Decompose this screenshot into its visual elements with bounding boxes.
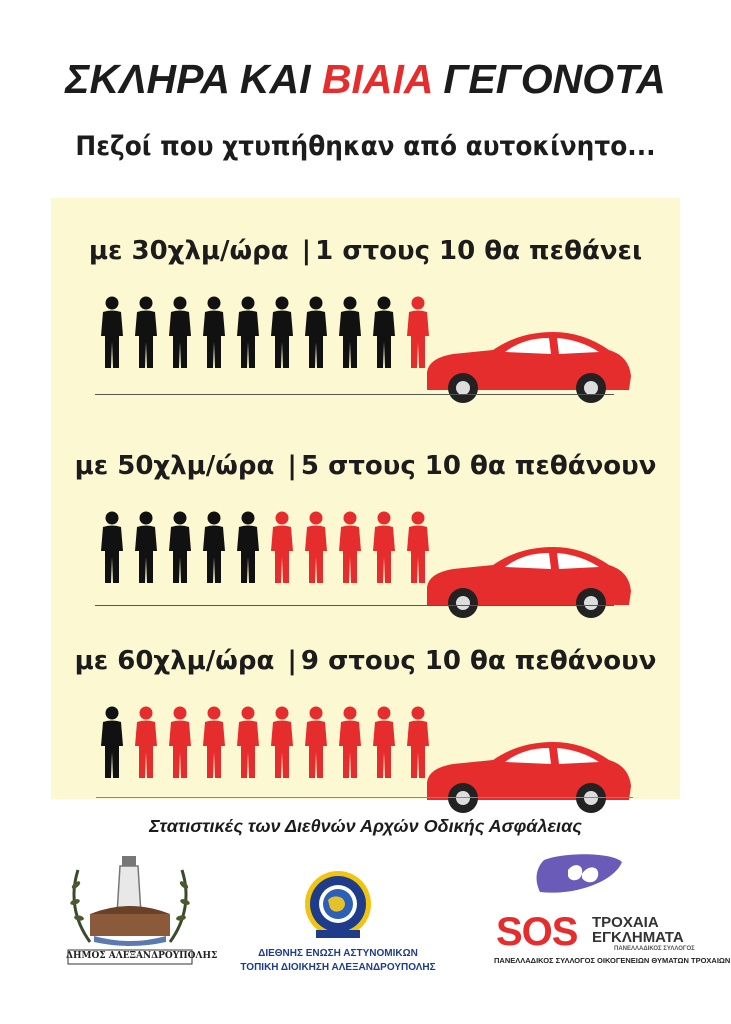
- pedestrian-red-icon: [371, 706, 397, 780]
- pedestrian-black-icon: [133, 511, 159, 585]
- outcome-label: 5 στους 10 θα πεθάνουν: [300, 451, 657, 481]
- pedestrian-red-icon: [269, 706, 295, 780]
- speed-label: με 30χλμ/ώρα: [88, 236, 289, 266]
- pedestrian-black-icon: [201, 511, 227, 585]
- panel-bottom-line: [96, 797, 633, 798]
- pedestrian-red-icon: [201, 706, 227, 780]
- sos-small-text: ΠΑΝΕΛΛΑΔΙΚΟΣ ΣΥΛΛΟΓΟΣ: [614, 946, 695, 952]
- row-label: [51, 451, 680, 481]
- speed-label: με 60χλμ/ώρα: [74, 646, 275, 676]
- pedestrian-black-icon: [99, 296, 125, 370]
- pedestrian-black-icon: [303, 296, 329, 370]
- divider-line: [95, 605, 614, 606]
- pedestrian-black-icon: [167, 296, 193, 370]
- pedestrian-black-icon: [133, 296, 159, 370]
- butterfly-icon: [494, 852, 684, 902]
- speed-row-50: [51, 451, 680, 631]
- sos-logo: [494, 852, 731, 972]
- municipality-name: ΔΗΜΟΣ ΑΛΕΞΑΝΔΡΟΥΠΟΛΗΣ: [66, 951, 218, 961]
- speed-label: με 50χλμ/ώρα: [74, 451, 275, 481]
- pedestrian-figures: [99, 706, 439, 786]
- red-car-icon: [423, 543, 635, 623]
- poster-subtitle: Πεζοί που χτυπήθηκαν από αυτοκίνητο...: [75, 131, 656, 162]
- pedestrian-red-icon: [303, 511, 329, 585]
- title-highlight: ΒΙΑΙΑ: [321, 56, 432, 102]
- title-part-1: ΣΚΛΗΡΑ ΚΑΙ: [65, 56, 322, 102]
- divider-line: [95, 394, 614, 395]
- outcome-label: 1 στους 10 θα πεθάνει: [315, 236, 643, 266]
- pedestrian-black-icon: [371, 296, 397, 370]
- pedestrian-red-icon: [133, 706, 159, 780]
- pedestrian-figures: [99, 296, 439, 376]
- pedestrian-red-icon: [303, 706, 329, 780]
- pedestrian-red-icon: [235, 706, 261, 780]
- separator: |: [301, 236, 312, 266]
- red-car-icon: [423, 738, 635, 818]
- sos-mark: SOS: [496, 910, 578, 954]
- sos-line-1: ΤΡΟΧΑΙΑ: [592, 914, 659, 931]
- police-line-1: ΔΙΕΘΝΗΣ ΕΝΩΣΗ ΑΣΤΥΝΟΜΙΚΩΝ: [258, 948, 418, 959]
- pedestrian-black-icon: [337, 296, 363, 370]
- pedestrian-red-icon: [371, 511, 397, 585]
- outcome-label: 9 στους 10 θα πεθάνουν: [300, 646, 657, 676]
- poster-title: [0, 56, 731, 103]
- municipality-logo: [60, 850, 218, 970]
- pedestrian-black-icon: [99, 511, 125, 585]
- police-association-logo: [238, 866, 438, 976]
- sos-line-2: ΕΓΚΛΗΜΑΤΑ: [592, 929, 684, 946]
- pedestrian-black-icon: [99, 706, 125, 780]
- row-label: [51, 646, 680, 676]
- title-part-2: ΓΕΓΟΝΟΤΑ: [431, 56, 666, 102]
- row-label: [51, 236, 680, 266]
- pedestrian-red-icon: [337, 706, 363, 780]
- red-car-icon: [423, 328, 635, 408]
- pedestrian-red-icon: [269, 511, 295, 585]
- pedestrian-black-icon: [269, 296, 295, 370]
- separator: |: [287, 451, 297, 481]
- pedestrian-black-icon: [167, 511, 193, 585]
- speed-row-60: [51, 646, 680, 826]
- police-line-2: ΤΟΠΙΚΗ ΔΙΟΙΚΗΣΗ ΑΛΕΞΑΝΔΡΟΥΠΟΛΗΣ: [240, 962, 436, 973]
- sos-footer-text: ΠΑΝΕΛΛΑΔΙΚΟΣ ΣΥΛΛΟΓΟΣ ΟΙΚΟΓΕΝΕΙΩΝ ΘΥΜΑΤΩΝ ΤΡΟΧΑΙΩΝ: [494, 956, 731, 965]
- pedestrian-red-icon: [167, 706, 193, 780]
- pedestrian-figures: [99, 511, 439, 591]
- pedestrian-black-icon: [201, 296, 227, 370]
- infographic-panel: [51, 198, 680, 799]
- pedestrian-red-icon: [337, 511, 363, 585]
- pedestrian-black-icon: [235, 296, 261, 370]
- police-badge-icon: [238, 866, 438, 946]
- source-note: Στατιστικές των Διεθνών Αρχών Οδικής Ασφάλειας: [149, 816, 582, 836]
- separator: |: [287, 646, 297, 676]
- speed-row-30: [51, 236, 680, 416]
- pedestrian-black-icon: [235, 511, 261, 585]
